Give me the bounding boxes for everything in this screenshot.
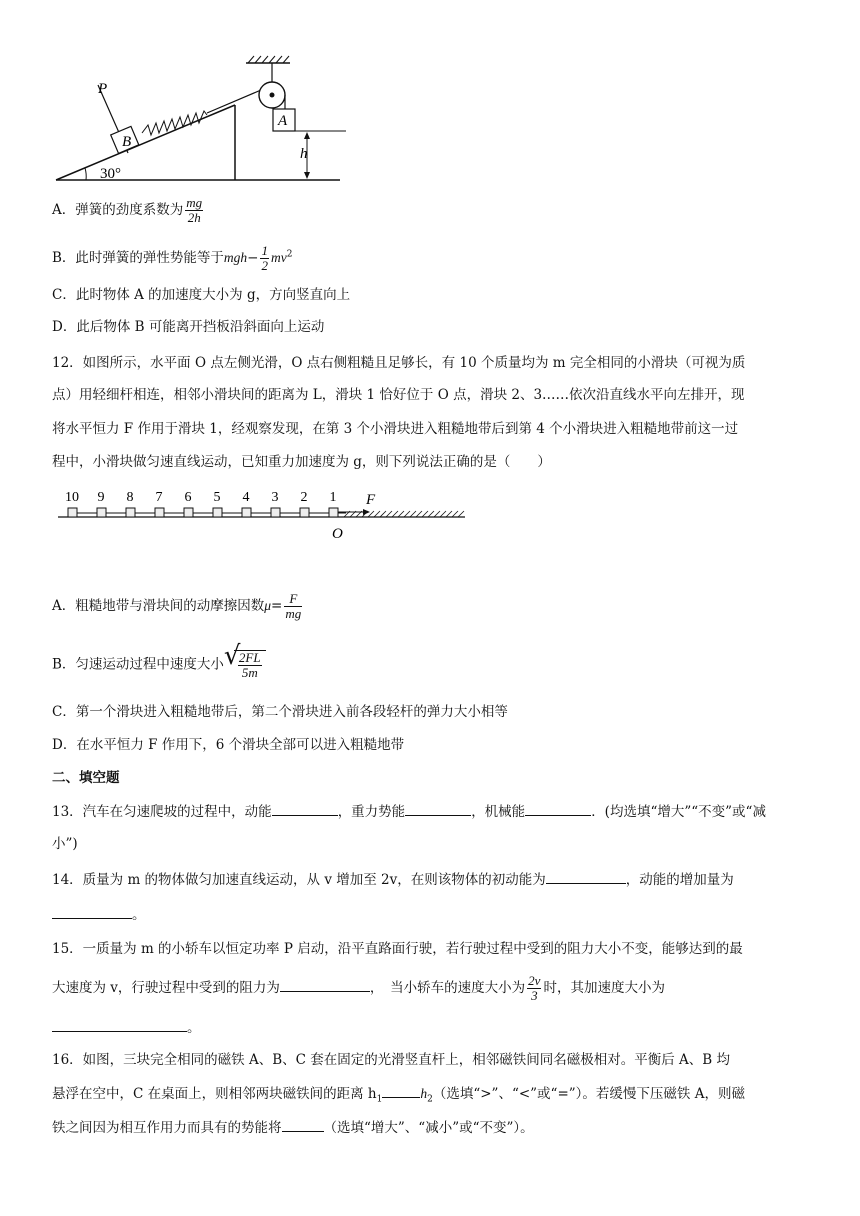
q12-option-d: D．在水平恒力 F 作用下，6 个滑块全部可以进入粗糙地带	[52, 737, 405, 753]
q12-stem-line2: 点）用轻细杆相连，相邻小滑块间的距离为 L，滑块 1 恰好位于 O 点，滑块 2、3……依次沿直线水平向左排开，现	[52, 387, 745, 403]
answer-blank[interactable]	[405, 801, 471, 816]
answer-blank[interactable]	[52, 904, 132, 919]
q11-option-b-text: B．此时弹簧的弹性势能等于	[52, 250, 224, 266]
label-f: F	[366, 492, 376, 508]
slider-label: 2	[300, 490, 308, 505]
q12-option-b	[52, 641, 266, 680]
section-heading: 二、填空题	[52, 770, 120, 786]
q15-line3	[52, 1017, 201, 1038]
fraction-denominator: 5m	[241, 665, 258, 680]
q13-text-b: ，重力势能	[337, 804, 406, 820]
q12-stem-line1: 12．如图所示，水平面 O 点左侧光滑，O 点右侧粗糙且足够长，有 10 个质量均为 m 完全相同的小滑块（可视为质	[52, 355, 746, 371]
q12-option-b-fraction	[238, 651, 262, 680]
figure-incline-pulley	[50, 55, 350, 185]
answer-blank[interactable]	[52, 1017, 187, 1032]
answer-blank[interactable]	[382, 1083, 420, 1098]
fraction-denominator: 2	[261, 258, 268, 273]
fraction-denominator: 3	[531, 988, 538, 1003]
subscript: 1	[376, 1094, 383, 1105]
q13-text-c: ，机械能	[471, 804, 526, 820]
slider-label: 6	[184, 490, 192, 505]
math-mu: μ	[264, 598, 272, 613]
q16-line1: 16．如图，三块完全相同的磁铁 A、B、C 套在固定的光滑竖直杆上，相邻磁铁间同名磁极相对。平衡后 A、B 均	[52, 1052, 731, 1068]
fraction-numerator: 2v	[528, 973, 541, 988]
equals-sign: =	[271, 598, 283, 614]
slider-label: 3	[271, 490, 279, 505]
slider-label: 10	[65, 490, 79, 505]
q16-line2	[52, 1083, 745, 1110]
q15-fraction	[527, 974, 541, 1003]
fraction-numerator: F	[284, 592, 302, 607]
q11-option-b	[52, 244, 292, 273]
q11-option-b-fraction	[260, 244, 269, 273]
fraction-numerator: 2FL	[238, 650, 261, 665]
q14-line2	[52, 904, 146, 925]
q14-text-b: ，动能的增加量为	[625, 872, 734, 888]
q15-line1: 15．一质量为 m 的小轿车以恒定功率 P 启动，沿平直路面行驶，若行驶过程中受到的阻力大小不变，能够达到的最	[52, 941, 743, 957]
math-h: h	[420, 1086, 428, 1101]
q12-option-a-text: A．粗糙地带与滑块间的动摩擦因数	[52, 598, 265, 614]
q15-text-b: ， 当小轿车的速度大小为	[369, 980, 526, 996]
fraction-denominator: mg	[285, 606, 302, 621]
square-root: √ $\frac{2FL}{5m}$	[224, 650, 266, 680]
answer-blank[interactable]	[280, 977, 370, 992]
answer-blank[interactable]	[546, 869, 626, 884]
q15-text-a: 大速度为 v，行驶过程中受到的阻力为	[52, 980, 280, 996]
q12-option-a	[52, 592, 304, 621]
q14-text-end: 。	[132, 907, 146, 923]
slider-label: 8	[126, 490, 134, 505]
slider-label: 9	[97, 490, 105, 505]
q14-text-a: 14．质量为 m 的物体做匀加速直线运动，从 v 增加至 2v，在则该物体的初动能为	[52, 872, 546, 888]
math-mv: mv	[270, 250, 287, 265]
label-p: P	[98, 81, 108, 97]
q12-stem-line3: 将水平恒力 F 作用于滑块 1，经观察发现，在第 3 个小滑块进入粗糙地带后到第 4 个小滑块进入粗糙地带前这一过	[52, 421, 739, 437]
superscript: 2	[286, 249, 293, 260]
q16-line3	[52, 1117, 534, 1138]
subscript: 2	[427, 1094, 433, 1105]
q16-text-c: （选填“>”、“<”或“=”）。若缓慢下压磁铁 A，则磁	[432, 1086, 745, 1102]
q13-line1	[52, 801, 766, 822]
q11-option-a-text: A．弹簧的劲度系数为	[52, 202, 184, 218]
label-o: O	[332, 526, 343, 542]
q12-option-c: C．第一个滑块进入粗糙地带后，第二个滑块进入前各段轻杆的弹力大小相等	[52, 704, 508, 720]
q16-text-b: （选填“增大”、“减小”或“不变”）。	[323, 1120, 534, 1136]
q15-text-end: 。	[187, 1020, 201, 1036]
q11-option-c: C．此时物体 A 的加速度大小为 g，方向竖直向上	[52, 287, 351, 303]
answer-blank[interactable]	[525, 801, 591, 816]
slider-label: 1	[329, 490, 337, 505]
q13-line2: 小”)	[52, 836, 78, 852]
fraction-denominator: 2h	[187, 210, 201, 225]
q11-option-a	[52, 196, 205, 225]
q12-option-a-fraction	[284, 592, 302, 621]
q15-line2	[52, 974, 665, 1003]
q15-text-c: 时，其加速度大小为	[543, 980, 665, 996]
label-angle: 30°	[100, 166, 121, 182]
q16-text-a: 铁之间因为相互作用力而具有的势能将	[52, 1120, 282, 1136]
label-b: B	[122, 134, 132, 150]
minus-sign: −	[247, 250, 259, 266]
q14-line1	[52, 869, 734, 890]
math-mgh: mgh	[223, 250, 248, 265]
label-a: A	[278, 113, 288, 129]
q13-text-a: 13．汽车在匀速爬坡的过程中，动能	[52, 804, 272, 820]
slider-label: 4	[242, 490, 250, 505]
slider-label: 7	[155, 490, 163, 505]
slider-label: 5	[213, 490, 221, 505]
fraction-numerator: mg	[186, 195, 203, 210]
q12-option-b-text: B．匀速运动过程中速度大小	[52, 656, 224, 673]
q12-stem-line4: 程中，小滑块做匀速直线运动，已知重力加速度为 g，则下列说法正确的是（ ）	[52, 454, 551, 470]
answer-blank[interactable]	[282, 1117, 324, 1132]
answer-blank[interactable]	[272, 801, 338, 816]
fraction-numerator: 1	[261, 243, 268, 258]
q16-text-a: 悬浮在空中，C 在桌面上，则相邻两块磁铁间的距离 h	[52, 1086, 377, 1102]
q11-option-d: D．此后物体 B 可能离开挡板沿斜面向上运动	[52, 319, 325, 335]
q13-text-d: ．(均选填“增大”“不变”或“减	[591, 804, 766, 820]
figure-sliders	[50, 484, 480, 544]
label-h: h	[300, 146, 308, 162]
q11-option-a-fraction	[185, 196, 203, 225]
